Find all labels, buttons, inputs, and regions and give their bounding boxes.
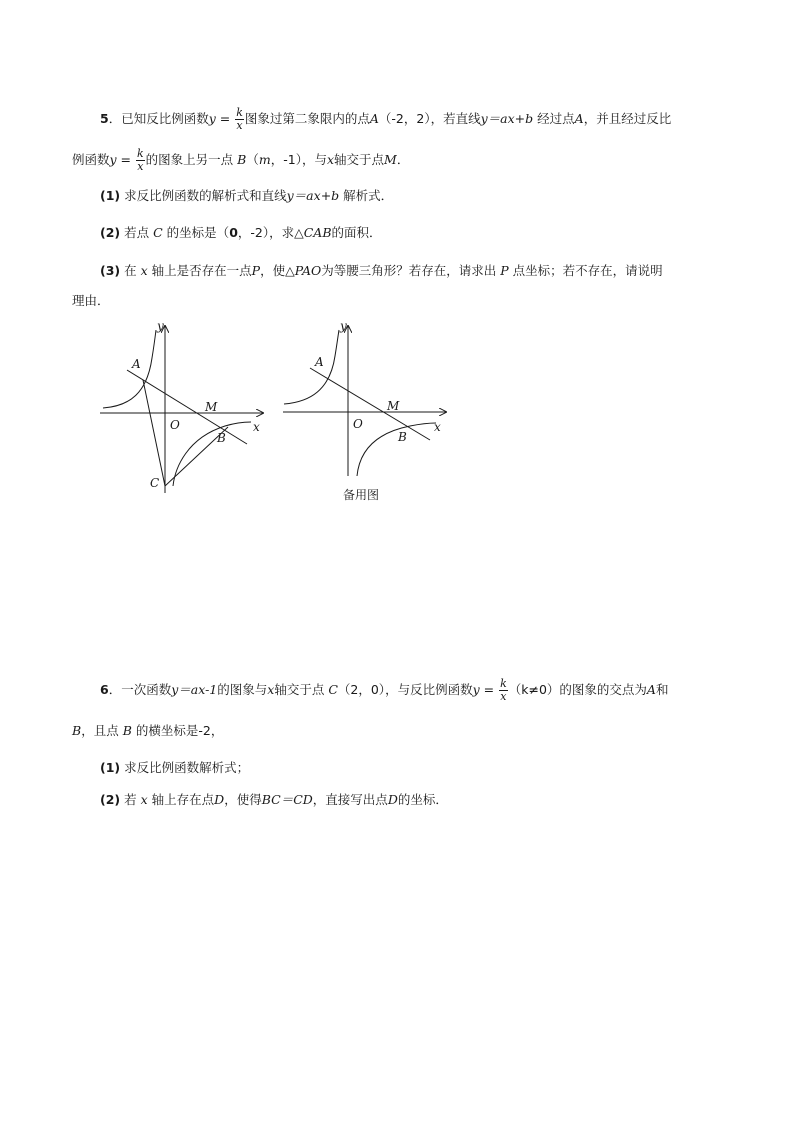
label-B: B: [217, 431, 226, 445]
q6-line2: B，且点 B 的横坐标是-2，: [72, 723, 224, 738]
figure-1: [95, 318, 275, 498]
label-M: M: [387, 399, 400, 413]
label-A: A: [315, 355, 324, 369]
hyperbola-branch-4th-quadrant: [357, 423, 436, 476]
hyperbola-branch-2nd-quadrant: [284, 330, 339, 404]
q6-sub2: (2) 若 x 轴上存在点D，使得BC＝CD，直接写出点D的坐标．: [100, 792, 448, 807]
segment-AC: [143, 380, 165, 486]
q5-line1: 5．已知反比例函数y = $\frac{k}{x}$ 图象过第二象限内的点A（-2，2），若直线y＝ax+b 经过点A，并且经过反比: [100, 106, 672, 132]
q5-sub3-cont: 理由．: [72, 293, 110, 308]
label-y: y: [340, 319, 347, 333]
label-x: x: [253, 420, 260, 434]
q6-line1: 6．一次函数y＝ax-1的图象与x轴交于点 C（2，0），与反比例函数y = $\frac{k}{x}$ （k≠0）的图象的交点为A和: [100, 677, 669, 703]
hyperbola-branch-4th-quadrant: [173, 422, 251, 486]
q6-number: 6: [100, 682, 109, 697]
label-B: B: [398, 430, 407, 444]
q5-sub2: (2) 若点 C 的坐标是（0，-2），求△CAB的面积．: [100, 225, 382, 240]
label-O: O: [353, 417, 363, 431]
label-M: M: [205, 400, 218, 414]
label-A: A: [132, 357, 141, 371]
figure-2: [280, 316, 455, 476]
q5-sub3: (3) 在 x 轴上是否存在一点P，使△PAO为等腰三角形？若存在，请求出 P 点坐标；若不存在，请说明: [100, 263, 663, 278]
q5-number: 5: [100, 111, 109, 126]
label-y: y: [157, 319, 164, 333]
q6-sub1: (1) 求反比例函数解析式；: [100, 760, 250, 775]
line-AB: [310, 368, 430, 440]
line-AB: [127, 370, 247, 444]
fraction-k-over-x: $\frac{k}{x}$: [137, 147, 144, 173]
hyperbola-branch-2nd-quadrant: [103, 330, 156, 408]
q5-sub1: (1) 求反比例函数的解析式和直线y＝ax+b 解析式．: [100, 188, 394, 203]
q5-line2: 例函数y = $\frac{k}{x}$ 的图象上另一点 B（m，-1），与x轴交于点M．: [72, 147, 410, 173]
fraction-k-over-x: $\frac{k}{x}$: [236, 106, 243, 132]
label-x: x: [434, 420, 441, 434]
fraction-k-over-x: $\frac{k}{x}$: [500, 677, 507, 703]
figure-2-caption: 备用图: [343, 488, 380, 502]
label-C: C: [150, 476, 160, 490]
label-O: O: [170, 418, 180, 432]
